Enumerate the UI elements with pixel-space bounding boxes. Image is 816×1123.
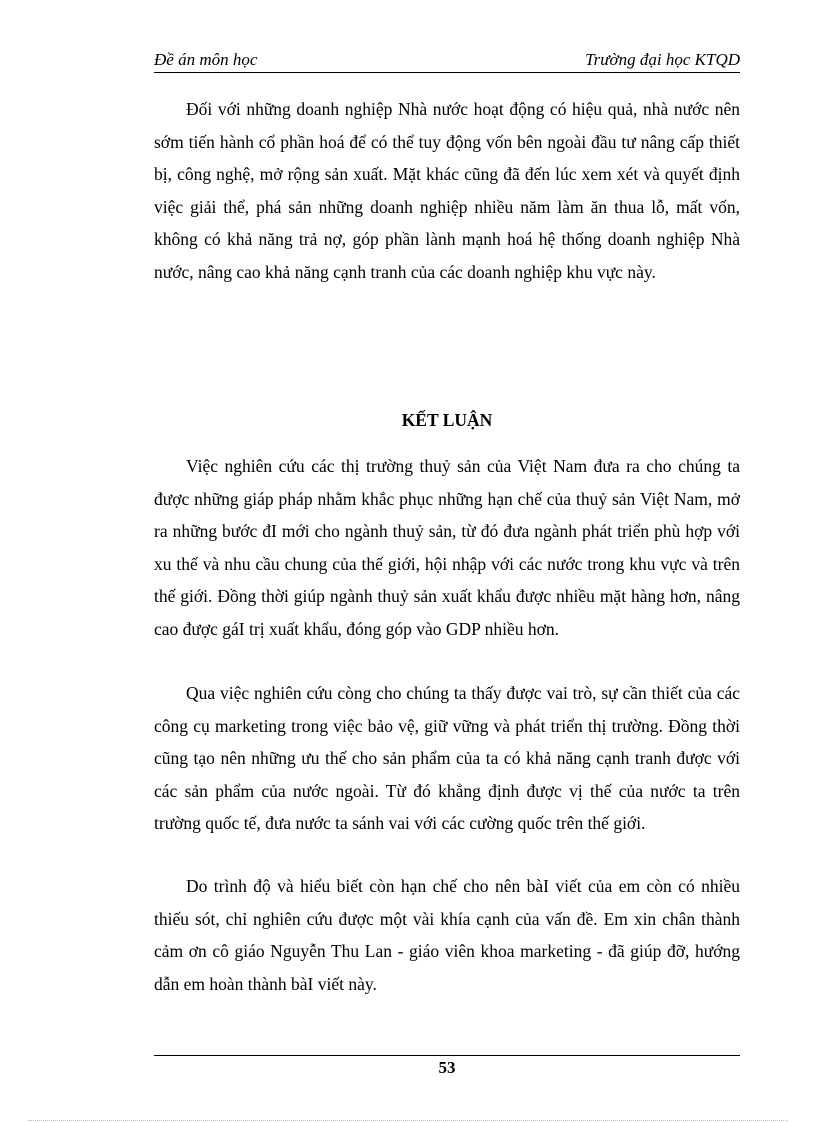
page-edge-divider xyxy=(28,1120,788,1121)
page-header xyxy=(154,48,740,73)
footer-divider xyxy=(154,1055,740,1056)
paragraph-4: Do trình độ và hiểu biết còn hạn chế cho nên bàI viết của em còn có nhiều thiếu sót, chỉ nghiên cứu được một vài khía cạnh của vấn đề. Em xin chân thành cảm ơn cô giáo Nguyễn Thu Lan - giáo viên khoa marketing - đã giúp đỡ, hướng dẫn em hoàn thành bàI viết này. xyxy=(154,876,740,994)
paragraph-2: Việc nghiên cứu các thị trường thuỷ sản của Việt Nam đưa ra cho chúng ta được những giáp pháp nhằm khắc phục những hạn chế của thuỷ sản Việt Nam, mở ra những bước đI mới cho ngành thuỷ sản, từ đó đưa ngành phát triển phù hợp với xu thế và nhu cầu chung của thế giới, hội nhập với các nước trong khu vực và trên thế giới. Đồng thời giúp ngành thuỷ sản xuất khẩu được nhiều mặt hàng hơn, nâng cao được gáI trị xuất khẩu, đóng góp vào GDP nhiều hơn. xyxy=(154,456,740,639)
page-number: 53 xyxy=(438,1058,456,1077)
paragraph-1: Đối với những doanh nghiệp Nhà nước hoạt động có hiệu quả, nhà nước nên sớm tiến hành cổ phần hoá để có thể tuy động vốn bên ngoài đầu tư nâng cấp thiết bị, công nghệ, mở rộng sản xuất. Mặt khác cũng đã đến lúc xem xét và quyết định việc giải thể, phá sản những doanh nghiệp nhiều năm làm ăn thua lỗ, mất vốn, không có khả năng trả nợ, góp phần lành mạnh hoá hệ thống doanh nghiệp Nhà nước, nâng cao khả năng cạnh tranh của các doanh nghiệp khu vực này. xyxy=(154,99,740,282)
paragraph-3: Qua việc nghiên cứu còng cho chúng ta thấy được vai trò, sự cần thiết của các công cụ marketing trong việc bảo vệ, giữ vững và phát triển thị trường. Đồng thời cũng tạo nên những ưu thế cho sản phẩm của ta có khả năng cạnh tranh được với các sản phẩm của nước ngoài. Từ đó khẳng định được vị thế của nước ta trên trường quốc tế, đưa nước ta sánh vai với các cường quốc trên thế giới. xyxy=(154,683,740,834)
header-course-title: Đề án môn học xyxy=(154,50,258,69)
header-university: Trường đại học KTQD xyxy=(585,50,740,69)
section-heading: KẾT LUẬN xyxy=(401,410,493,430)
